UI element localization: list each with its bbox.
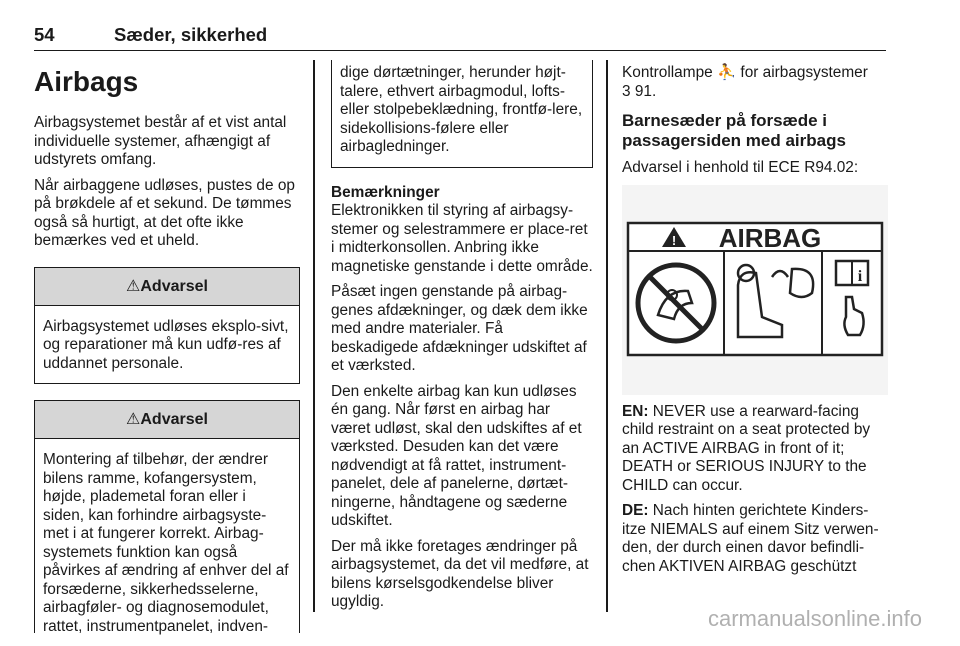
text: Kontrollampe bbox=[622, 64, 713, 81]
column-divider bbox=[606, 60, 608, 612]
column-2 bbox=[331, 60, 593, 619]
warning-triangle-icon: ⚠ bbox=[126, 277, 141, 295]
page-reference[interactable]: 3 91. bbox=[622, 82, 657, 100]
warning-box bbox=[34, 400, 300, 633]
paragraph: Når airbaggene udløses, pustes de op på brøkdele af et sekund. De tømmes også så hurtigt, at det ofte ikke bemærkes ved et uheld. bbox=[34, 176, 295, 249]
svg-text:i: i bbox=[857, 267, 863, 285]
svg-text:!: ! bbox=[671, 232, 677, 248]
text: Nach hinten gerichtete Kinders-itze NIEMALS auf einem Sitz verwen-den, der durch einen davor befindli-chen AKTIVEN AIRBAG geschützt bbox=[622, 502, 879, 575]
watermark: carmanualsonline.info bbox=[707, 605, 922, 631]
paragraph: Den enkelte airbag kan kun udløses én gang. Når først en airbag har været udløst, skal den udskiftes af et værksted. Desuden kan det være nødvendigt at få rattet, instrument-panelet, dele af panelerne, dørtæt-ningerne, håndtagene og sæderne udskiftet. bbox=[331, 382, 582, 529]
paragraph bbox=[622, 403, 888, 496]
warning-title: Advarsel bbox=[140, 277, 208, 295]
warning-box bbox=[34, 267, 300, 385]
airbag-warning-label-image bbox=[622, 185, 888, 395]
column-divider bbox=[313, 60, 315, 612]
warning-text: Airbagsystemet udløses eksplo-sivt, og reparationer må kun udfø-res af uddannet personale. bbox=[43, 317, 289, 372]
subsection-heading: Barnesæder på forsæde i passagersiden med airbags bbox=[622, 111, 846, 150]
warning-title: Advarsel bbox=[140, 411, 208, 428]
warning-header bbox=[35, 401, 299, 439]
airbag-indicator-icon: ⛹ bbox=[716, 64, 737, 81]
language-label: EN: bbox=[622, 402, 649, 420]
warning-continuation bbox=[331, 60, 593, 168]
warning-text: dige dørtætninger, herunder højt-talere, ethvert airbagmodul, lofts-eller stolpebeklædning, frontfø-lere, sidekollisions-følere eller airbagledninger. bbox=[340, 64, 583, 155]
page-header bbox=[34, 26, 886, 51]
label-text: AIRBAG bbox=[718, 222, 822, 253]
note-title: Bemærkninger bbox=[331, 183, 440, 201]
section-heading: Airbags bbox=[34, 66, 139, 97]
paragraph: Advarsel i henhold til ECE R94.02: bbox=[622, 159, 859, 176]
paragraph: Airbagsystemet består af et vist antal individuelle systemer, afhængigt af udstyrets omfang. bbox=[34, 114, 287, 168]
text: NEVER use a rearward-facing child restraint on a seat protected by an ACTIVE AIRBAG in front of it; DEATH or SERIOUS INJURY to the CHILD can occur. bbox=[622, 402, 871, 494]
warning-header bbox=[35, 268, 299, 306]
paragraph: Der må ikke foretages ændringer på airbagsystemet, da det vil medføre, at bilens kørselsgodkendelse bliver ugyldig. bbox=[331, 537, 589, 610]
paragraph: Påsæt ingen genstande på airbag-genes afdækninger, og dæk dem ikke med andre materialer. Få beskadigede afdækninger udskiftet af et værksted. bbox=[331, 283, 588, 374]
column-1 bbox=[34, 60, 300, 633]
page-number: 54 bbox=[34, 24, 55, 45]
running-title: Sæder, sikkerhed bbox=[114, 24, 268, 45]
warning-text: Montering af tilbehør, der ændrer bilens ramme, kofangersystem, højde, plademetal foran eller i siden, kan forhindre airbagsyste-met i at fungerer korrekt. Airbag-systemets funktion kan også påvirkes af ændring af enhver del af forsæderne, sikkerhedsselerne, airbagføler- og diagnosemodulet, rattet, instrumentpanelet, indven- bbox=[43, 451, 289, 635]
warning-triangle-icon: ⚠ bbox=[126, 411, 141, 428]
column-3 bbox=[622, 64, 888, 583]
language-label: DE: bbox=[622, 502, 649, 519]
text: for airbagsystemer bbox=[740, 64, 868, 81]
paragraph bbox=[622, 502, 888, 576]
paragraph: Elektronikken til styring af airbagsy-stemer og selestrammere er place-ret i midterkonsollen. Anbring ikke magnetiske genstande i dette område. bbox=[331, 202, 593, 275]
paragraph bbox=[622, 64, 888, 101]
